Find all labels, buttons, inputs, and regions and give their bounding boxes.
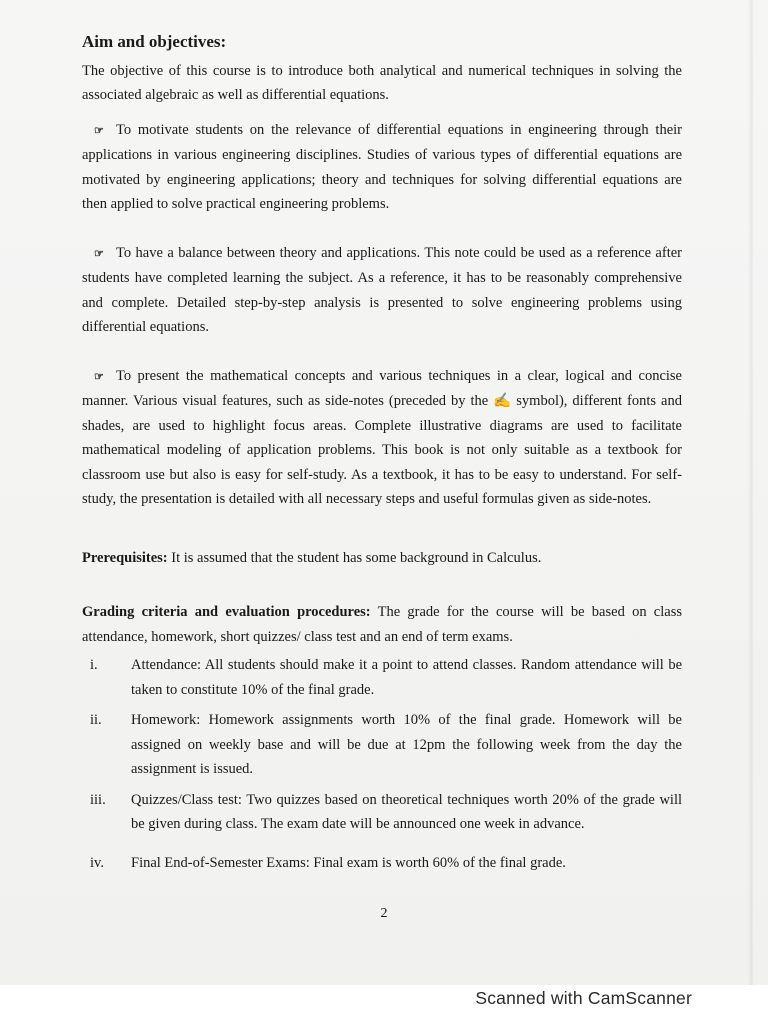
hand-pointer-icon: ☞ bbox=[94, 370, 104, 383]
aims-bullet-text: To motivate students on the relevance of differential equations in engineering through their applications in various engineering disciplines. Studies of various types of differential equations are motivated by engineering applications; theory and techniques for solving differential equations are then applied to solve practical engineering problems. bbox=[82, 121, 682, 212]
aims-bullet-3 bbox=[82, 364, 682, 512]
scanner-watermark: Scanned with CamScanner bbox=[475, 988, 692, 1008]
aims-bullet-2 bbox=[82, 241, 682, 340]
page-edge-shadow bbox=[748, 0, 754, 985]
aims-bullet-text-after-symbol: symbol), different fonts and shades, are used to highlight focus areas. Complete illustrative diagrams are used to facilitate mathematical modeling of application problems. This book is not only suitable as a textbook for classroom use but also is easy for self-study. As a textbook, it has to be easy to understand. For self-study, the presentation is detailed with all necessary steps and useful formulas given as side-notes. bbox=[82, 393, 682, 507]
aims-bullet-1 bbox=[82, 118, 682, 217]
prerequisites-paragraph bbox=[82, 546, 682, 571]
grading-paragraph bbox=[82, 600, 682, 649]
grading-label: Grading criteria and evaluation procedures: bbox=[82, 604, 371, 620]
prerequisites-label: Prerequisites: bbox=[82, 549, 168, 566]
aims-intro: The objective of this course is to introduce both analytical and numerical techniques in solving the associated algebraic as well as differential equations. bbox=[82, 62, 682, 103]
list-item-text: Homework: Homework assignments worth 10% of the final grade. Homework will be assigned on weekly base and will be due at 12pm the following week from the day the assignment is issued. bbox=[131, 712, 682, 777]
list-item bbox=[82, 708, 682, 782]
aims-bullet-text-before-symbol: To present the mathematical concepts and various techniques in a clear, logical and concise manner. Various visual features, such as side-notes (preceded by the bbox=[82, 367, 682, 409]
aims-bullet-text: To have a balance between theory and applications. This note could be used as a reference after students have completed learning the subject. As a reference, it has to be reasonably comprehensive and complete. Detailed step-by-step analysis is presented to solve engineering problems using differential equations. bbox=[82, 244, 682, 335]
hand-pointer-icon: ☞ bbox=[94, 247, 104, 260]
list-numeral: iii. bbox=[90, 791, 106, 808]
aims-heading: Aim and objectives: bbox=[82, 32, 227, 51]
list-numeral: ii. bbox=[90, 712, 102, 728]
grading-list bbox=[82, 653, 682, 875]
prerequisites-text: It is assumed that the student has some background in Calculus. bbox=[167, 549, 542, 566]
pencil-note-icon: ✍ bbox=[493, 393, 512, 409]
hand-pointer-icon: ☞ bbox=[94, 124, 104, 137]
list-item-text: Quizzes/Class test: Two quizzes based on theoretical techniques worth 20% of the grade will be given during class. The exam date will be announced one week in advance. bbox=[131, 791, 682, 832]
page-number: 2 bbox=[380, 906, 388, 921]
list-item bbox=[82, 788, 682, 837]
list-item bbox=[82, 851, 682, 876]
list-numeral: iv. bbox=[90, 854, 104, 871]
list-item-text: Attendance: All students should make it a point to attend classes. Random attendance will be taken to constitute 10% of the final grade. bbox=[131, 657, 682, 698]
list-item-text: Final End-of-Semester Exams: Final exam is worth 60% of the final grade. bbox=[131, 854, 566, 871]
grading-text: The grade for the course will be based on class attendance, homework, short quizzes/ class test and an end of term exams. bbox=[82, 604, 682, 645]
document-body bbox=[82, 30, 682, 875]
list-numeral: i. bbox=[90, 657, 98, 673]
list-item bbox=[82, 653, 682, 702]
